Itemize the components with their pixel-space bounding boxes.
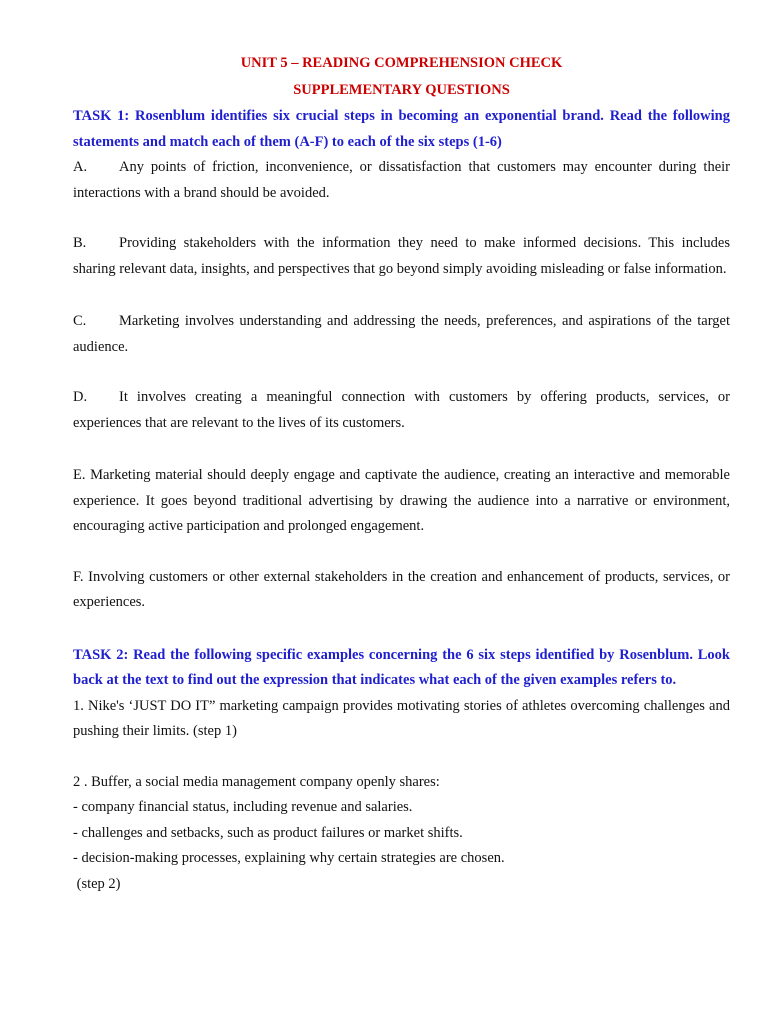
spacer: [73, 282, 730, 309]
task2-example-2-intro: 2 . Buffer, a social media management company openly shares:: [73, 773, 440, 790]
document-title: UNIT 5 – READING COMPREHENSION CHECK: [240, 55, 563, 71]
item-letter: C.: [73, 313, 87, 329]
task1-item-b: [73, 231, 730, 282]
task1-item-d: [73, 385, 730, 436]
spacer: [73, 360, 730, 385]
item-letter: B.: [73, 235, 87, 251]
spacer: [73, 436, 730, 463]
task1-item-a: [73, 155, 730, 206]
task2-example-2-bullet: - company financial status, including revenue and salaries.: [73, 799, 413, 815]
item-text: Any points of friction, inconvenience, or dissatisfaction that customers may encounter during their interactions with a brand should be avoided.: [73, 159, 730, 201]
spacer: [73, 206, 730, 231]
task1-heading: TASK 1: Rosenblum identifies six crucial steps in becoming an exponential brand. Read the following statements and match each of them (A-F) to each of the six steps (1-6): [73, 108, 730, 150]
item-text: Involving customers or other external stakeholders in the creation and enhancement of products, services, or experiences.: [73, 568, 731, 610]
item-text: Marketing involves understanding and addressing the needs, preferences, and aspirations of the target audience.: [73, 313, 730, 355]
task1-item-e: [73, 463, 730, 540]
task2-example-2-bullet: - decision-making processes, explaining why certain strategies are chosen.: [73, 850, 505, 866]
item-text: Marketing material should deeply engage and captivate the audience, creating an interactive and memorable experience. It goes beyond traditional advertising by drawing the audience into a narrative or environment, encouraging active participation and prolonged engagement.: [73, 467, 730, 534]
item-letter: D.: [73, 389, 88, 405]
item-text: Providing stakeholders with the information they need to make informed decisions. This includes sharing relevant data, insights, and perspectives that go beyond simply avoiding misleading or false information.: [73, 235, 730, 277]
item-text: It involves creating a meaningful connection with customers by offering products, services, or experiences that are relevant to the lives of its customers.: [73, 389, 730, 431]
item-letter: A.: [73, 159, 88, 175]
item-letter: F.: [73, 568, 84, 585]
document-subtitle: SUPPLEMENTARY QUESTIONS: [293, 82, 510, 98]
task2-example-2-step: (step 2): [73, 875, 121, 892]
task2-example-1: 1. Nike's ‘JUST DO IT” marketing campaign provides motivating stories of athletes overcoming challenges and pushing their limits. (step 1): [73, 697, 730, 739]
task2-heading: TASK 2: Read the following specific examples concerning the 6 six steps identified by Rosenblum. Look back at the text to find out the expression that indicates what each of the given examples refers to.: [73, 646, 730, 688]
task1-item-c: [73, 309, 730, 360]
task1-item-f: [73, 565, 730, 616]
spacer: [73, 616, 730, 643]
task2-example-2-bullet: - challenges and setbacks, such as product failures or market shifts.: [73, 824, 463, 841]
spacer: [73, 540, 730, 565]
spacer: [73, 745, 730, 770]
item-letter: E.: [73, 467, 86, 483]
